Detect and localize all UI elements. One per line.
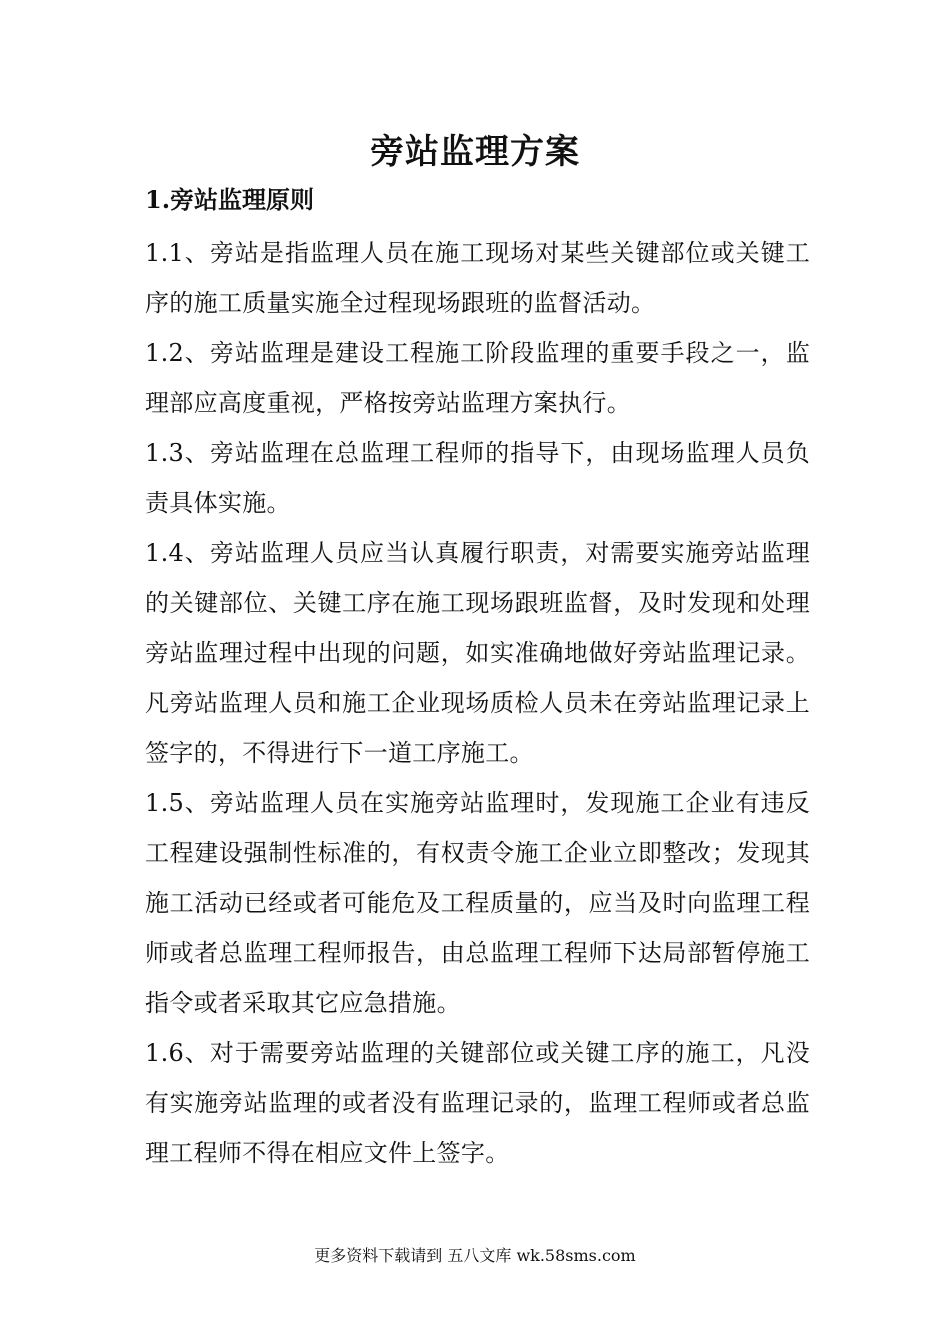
document-title: 旁站监理方案 bbox=[370, 132, 580, 172]
section-heading: 1.旁站监理原则 bbox=[145, 185, 315, 214]
paragraph-1-3: 1.3、旁站监理在总监理工程师的指导下，由现场监理人员负责具体实施。 bbox=[145, 439, 810, 517]
paragraph-1-6: 1.6、对于需要旁站监理的关键部位或关键工序的施工，凡没有实施旁站监理的或者没有监理记录的，监理工程师或者总监理工程师不得在相应文件上签字。 bbox=[145, 1039, 810, 1167]
paragraph-1-4: 1.4、旁站监理人员应当认真履行职责，对需要实施旁站监理的关键部位、关键工序在施工现场跟班监督，及时发现和处理旁站监理过程中出现的问题，如实准确地做好旁站监理记录。凡旁站监理人员和施工企业现场质检人员未在旁站监理记录上签字的，不得进行下一道工序施工。 bbox=[145, 539, 810, 767]
paragraph-1-1: 1.1、旁站是指监理人员在施工现场对某些关键部位或关键工序的施工质量实施全过程现场跟班的监督活动。 bbox=[145, 239, 810, 317]
document-body bbox=[145, 228, 810, 1178]
paragraph-1-5: 1.5、旁站监理人员在实施旁站监理时，发现施工企业有违反工程建设强制性标准的，有权责令施工企业立即整改；发现其施工活动已经或者可能危及工程质量的，应当及时向监理工程师或者总监理工程师报告，由总监理工程师下达局部暂停施工指令或者采取其它应急措施。 bbox=[145, 789, 810, 1017]
paragraph-1-2: 1.2、旁站监理是建设工程施工阶段监理的重要手段之一，监理部应高度重视，严格按旁站监理方案执行。 bbox=[145, 339, 810, 417]
page-footer: 更多资料下载请到 五八文库 wk.58sms.com bbox=[314, 1246, 636, 1265]
